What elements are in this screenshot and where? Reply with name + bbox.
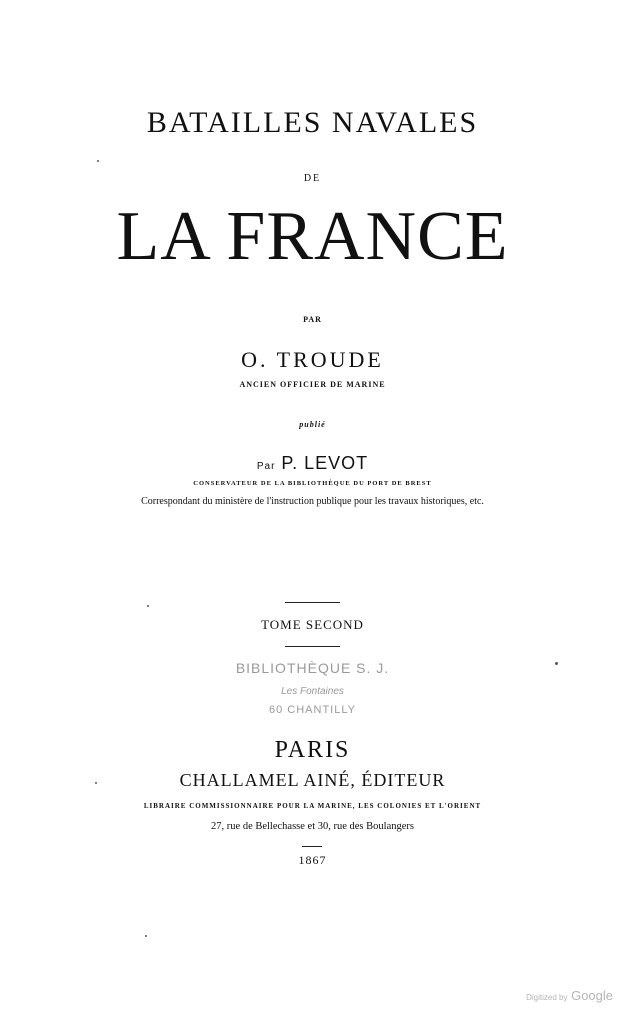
editor-role-1: CONSERVATEUR DE LA BIBLIOTHÈQUE DU PORT DE BREST <box>193 480 432 487</box>
divider-rule-bottom <box>285 646 340 647</box>
title-line-2: LA FRANCE <box>116 198 509 275</box>
paper-speck <box>97 160 99 162</box>
editor-line <box>0 453 625 474</box>
year-rule <box>302 846 322 847</box>
publisher-role: LIBRAIRE COMMISSIONNAIRE POUR LA MARINE, LES COLONIES ET L'ORIENT <box>143 802 482 810</box>
paper-speck <box>555 662 558 665</box>
watermark-brand: Google <box>571 988 613 1003</box>
publisher-name: CHALLAMEL AINÉ, ÉDITEUR <box>179 770 446 790</box>
editor-name: P. LEVOT <box>281 453 369 473</box>
published-label: publié <box>299 420 326 429</box>
author-name: O. TROUDE <box>241 347 384 372</box>
paper-speck <box>147 605 149 607</box>
paper-speck <box>95 782 97 784</box>
divider-rule-top <box>285 602 340 603</box>
digitization-watermark <box>526 988 613 1003</box>
publication-year: 1867 <box>298 853 327 867</box>
editor-role-2: Correspondant du ministère de l'instruction publique pour les travaux historiques, etc. <box>141 496 484 507</box>
editor-prefix: Par <box>256 461 276 472</box>
title-connector: DE <box>303 173 322 184</box>
title-line-1: BATAILLES NAVALES <box>146 106 479 139</box>
library-stamp-line-2: Les Fontaines <box>281 686 344 697</box>
by-label: PAR <box>303 315 322 324</box>
watermark-prefix: Digitized by <box>526 993 568 1002</box>
author-role: ANCIEN OFFICIER DE MARINE <box>239 380 386 389</box>
publisher-address: 27, rue de Bellechasse et 30, rue des Boulangers <box>211 821 414 832</box>
volume-label: TOME SECOND <box>261 617 364 632</box>
publication-city: PARIS <box>274 737 351 763</box>
paper-speck <box>145 935 147 937</box>
library-stamp-line-3: 60 CHANTILLY <box>269 704 356 716</box>
library-stamp-line-1: BIBLIOTHÈQUE S. J. <box>235 660 390 676</box>
